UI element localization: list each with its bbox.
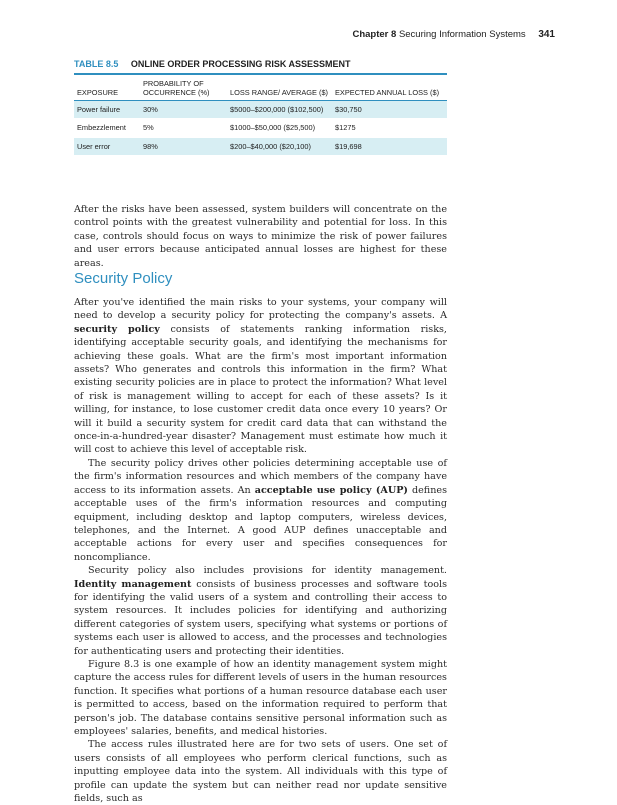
table-cell: Embezzlement bbox=[74, 119, 140, 138]
table-caption bbox=[74, 59, 351, 69]
table-cell: $1000–$50,000 ($25,500) bbox=[227, 119, 332, 138]
text-run: Security policy also includes provisions for identity management. bbox=[88, 565, 447, 577]
column-header: LOSS RANGE/ AVERAGE ($) bbox=[227, 74, 332, 100]
table-cell: $1275 bbox=[332, 119, 447, 138]
key-term: Identity management bbox=[74, 578, 192, 590]
running-header bbox=[352, 29, 555, 40]
table-title: ONLINE ORDER PROCESSING RISK ASSESSMENT bbox=[130, 59, 351, 69]
key-term: security policy bbox=[74, 323, 160, 335]
column-header: PROBABILITY OF OCCURRENCE (%) bbox=[140, 74, 227, 100]
table-cell: User error bbox=[74, 137, 140, 156]
table-cell: $30,750 bbox=[332, 100, 447, 119]
paragraph: Figure 8.3 is one example of how an identity management system might capture the access rules for different levels of users in the human resources function. It specifies what portions of a human resource database each user is permitted to access, based on the information required to perform that person's job. The database contains sensitive personal information such as employees' salaries, benefits, and medical histories. bbox=[74, 658, 447, 737]
table-cell: $5000–$200,000 ($102,500) bbox=[227, 100, 332, 119]
text-run: The security policy drives other policies determining acceptable use of the firm's information resources and which members of the company have access to its information assets. An bbox=[74, 457, 447, 496]
section-body bbox=[74, 296, 447, 805]
risk-assessment-table bbox=[74, 73, 447, 156]
column-header: EXPOSURE bbox=[74, 74, 140, 100]
table-cell: 30% bbox=[140, 100, 227, 119]
table-row bbox=[74, 137, 447, 156]
table-label: TABLE 8.5 bbox=[74, 59, 119, 69]
table-cell: 5% bbox=[140, 119, 227, 138]
chapter-title: Securing Information Systems bbox=[398, 29, 526, 40]
section-heading: Security Policy bbox=[74, 270, 173, 287]
table-cell: $200–$40,000 ($20,100) bbox=[227, 137, 332, 156]
table-cell: 98% bbox=[140, 137, 227, 156]
paragraph bbox=[74, 296, 447, 457]
page-number: 341 bbox=[538, 29, 555, 40]
chapter-label: Chapter 8 bbox=[352, 29, 397, 40]
text-run: defines acceptable uses of the firm's information resources and computing equipment, including desktop and laptop computers, wireless devices, telephones, and the Internet. A good AUP defines unacceptable and acceptable actions for every user and specifies consequences for noncompliance. bbox=[74, 484, 447, 563]
table-cell: $19,698 bbox=[332, 137, 447, 156]
paragraph: After the risks have been assessed, system builders will concentrate on the control points with the greatest vulnerability and potential for loss. In this case, controls should focus on ways to minimize the risk of power failures and user errors because anticipated annual losses are highest for these areas. bbox=[74, 204, 447, 269]
table-row bbox=[74, 100, 447, 119]
paragraph bbox=[74, 564, 447, 658]
intro-text bbox=[74, 203, 447, 270]
table-cell: Power failure bbox=[74, 100, 140, 119]
text-run: consists of business processes and software tools for identifying the valid users of a system and controlling their access to system resources. It includes policies for identifying and authorizing different categories of system users, specifying what systems or portions of systems each user is allowed to access, and the processes and technologies for authenticating users and protecting their identities. bbox=[74, 578, 448, 657]
table-row bbox=[74, 119, 447, 138]
column-header: EXPECTED ANNUAL LOSS ($) bbox=[332, 74, 447, 100]
table-header-row bbox=[74, 74, 447, 100]
paragraph bbox=[74, 457, 447, 564]
paragraph: The access rules illustrated here are for two sets of users. One set of users consists of all employees who perform clerical functions, such as inputting employee data into the system. All individuals with this type of profile can update the system but can neither read nor update sensitive fields, such as bbox=[74, 739, 447, 805]
text-run: After you've identified the main risks to your systems, your company will need to develop a security policy for protecting the company's assets. A bbox=[74, 297, 447, 322]
text-run: consists of statements ranking information risks, identifying acceptable security goals, and identifying the mechanisms for achieving these goals. What are the firm's most important information assets? Who generates and controls this information in the firm? What existing security policies are in place to protect the information? What level of risk is management willing to accept for each of these assets? Is it willing, for instance, to lose customer credit data once every 10 years? Or will it build a security system for credit card data that can withstand the once-in-a-hundred-year disaster? Management must estimate how much it will cost to achieve this level of acceptable risk. bbox=[74, 323, 447, 456]
key-term: acceptable use policy (AUP) bbox=[254, 484, 408, 496]
